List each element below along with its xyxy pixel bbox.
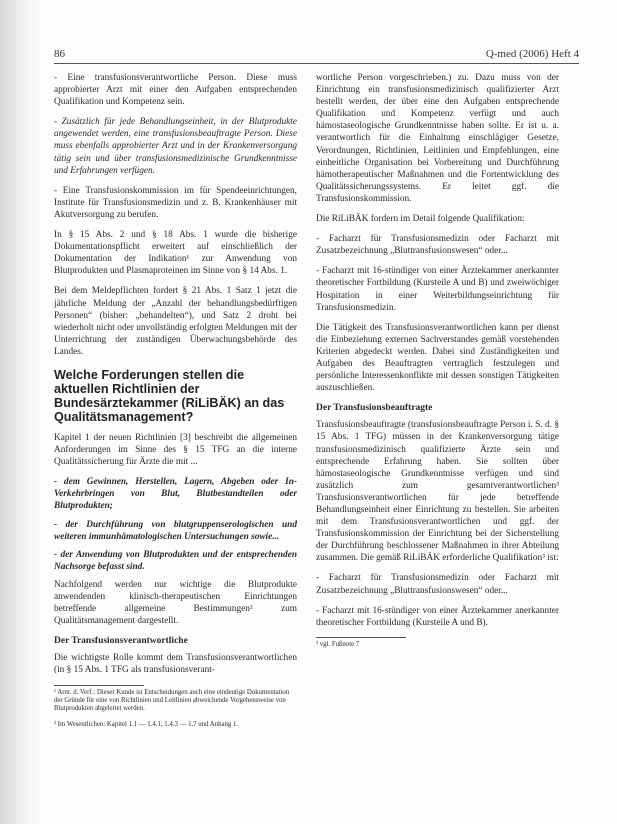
- scan-shadow: [0, 0, 44, 824]
- dash-list: [54, 476, 297, 573]
- right-column: [316, 72, 559, 657]
- paragraph: Die RiLiBÄK fordern im Detail folgende Qualifikation:: [316, 214, 525, 225]
- subheading: Der Transfusionsbeauftragte: [316, 403, 433, 414]
- list-item: - der Durchführung von blutgruppenserologischen und weiteren immunhämatologischen Untersuchungen sowie...: [54, 519, 297, 542]
- journal-header: Q-med (2006) Heft 4: [485, 48, 579, 60]
- paragraph: Transfusionsbeauftragte (transfusionsbeauftragte Person i. S. d. § 15 Abs. 1 TFG) müssen in der Krankenversorgung tätige transfusionsmedizinisch qualifizierte Ärzte sein und entsprechende Erfahrung haben. Sie sollten über hämostaseologische Grundkenntnisse verfügen und sind zusätzlich zum gesamtverantwortlichen³ Transfusionsverantwortlichen für jede betreffende Behandlungseinheit einer Einrichtung zu bestellen. Sie arbeiten mit dem Transfusionsverantwortlichen und ggf. der Transfusionskommission der Einrichtung bei der Sicherstellung der Durchführung beschlossener Maßnahmen in ihrer Abteilung zusammen. Die gemäß RiLiBÄK erforderliche Qualifikation³ ist:: [316, 420, 559, 564]
- paragraph: Nachfolgend werden nur wichtige die Blutprodukte anwendenden klinisch-therapeutischen Einrichtungen betreffende allgemeine Bestimmungen² zum Qualitätsmanagement dargestellt.: [54, 579, 297, 627]
- paragraph: wortliche Person vorgeschrieben.) zu. Dazu muss von der Einrichtung ein transfusionsmedizinisch qualifizierter Arzt bestellt werden, der über eine den Aufgaben entsprechende Qualifikation und Kompetenz verfügt und auch hämostaseologische Grundkenntnisse haben sollte. Er ist u. a. verantwortlich für die Einhaltung einschlägiger Gesetze, Verordnungen, Richtlinien, Leitlinien und Empfehlungen, eine einheitliche Organisation bei Vorbereitung und Durchführung hämotherapeutischer Maßnahmen und die Fortentwicklung des Qualitätssicherungssystems. Er leitet ggf. die Transfusionskommission.: [316, 73, 559, 204]
- list-item: - der Anwendung von Blutprodukten und der entsprechenden Nachsorge befasst sind.: [54, 549, 297, 572]
- paragraph: - Eine Transfusionskommission im für Spendeeinrichtungen, Institute für Transfusionsmedizin und z. B. Krankenhäuser mit Akutversorgung zu berufen.: [54, 185, 297, 220]
- footnote: ¹ Arnt. d. Verf.: Dieser Kunde ist Entscheidungen auch eine eindeutige Dokumentation der Gründe für eine von Richtlinien und Leitlinien abweichende Vorgehensweise von Blutprodukten abgeleitet werden.: [54, 688, 290, 712]
- paragraph: In § 15 Abs. 2 und § 18 Abs. 1 wurde die bisherige Dokumentationspflicht erweitert auf einschließlich der Dokumentation der Indikation¹ zur Anwendung von Blutprodukten und Plasmaproteinen im Sinne von § 14 Abs. 1.: [54, 230, 297, 277]
- footnote-rule: [54, 685, 144, 686]
- paragraph: - Facharzt mit 16-stündiger von einer Ärztekammer anerkannter theoretischer Fortbildung (Kursteile A und B) und zweiwöchiger Hospitation in einer Weiterbildungseinrichtung für Transfusionsmedizin.: [316, 266, 559, 313]
- paragraph: - Facharzt für Transfusionsmedizin oder Facharzt mit Zusatzbezeichnung „Bluttransfusionswesen“ oder...: [316, 234, 559, 257]
- left-column: [54, 72, 297, 737]
- header-rule: [54, 63, 579, 64]
- footnote: ² Im Wesentlichen: Kapitel 1.1 — 1.4.1, 1.4.3 — 1.7 und Anhang 1.: [54, 720, 239, 728]
- paragraph: - Facharzt mit 16-stündiger von einer Ärztekammer anerkannter theoretischer Fortbildung (Kursteile A und B).: [316, 605, 559, 628]
- paragraph: Die Tätigkeit des Transfusionsverantwortlichen kann per dienst die Einbeziehung externen Sachverstandes gemäß vorstehenden Kriterien abgedeckt werden. Dabei sind Zuständigkeiten und Aufgaben des Beauftragten vertraglich festzulegen und persönliche Interessenkonflikte mit dessen sonstigen Tätigkeiten auszuschließen.: [316, 322, 559, 394]
- section-heading: Welche Forderungen stellen die aktuellen Richtlinien der Bundesärztekammer (RiLiBÄK) an das Qualitätsmanagement?: [54, 367, 285, 424]
- paragraph: Bei dem Meldepflichten fordert § 21 Abs. 1 Satz 1 jetzt die jährliche Meldung der „Anzahl der behandlungsbedürftigen Personen“ (bisher: „behandelten“), und Satz 2 droht bei wiederholt nicht oder unvollständig erfolgten Meldungen mit der Unterrichtung der zuständigen Überwachungsbehörde des Landes.: [54, 286, 297, 357]
- paragraph: - Eine transfusionsverantwortliche Person. Diese muss approbierter Arzt mit einer den Aufgaben entsprechenden Qualifikation und Kompetenz sein.: [54, 73, 297, 108]
- paragraph: Kapitel 1 der neuen Richtlinien [3] beschreibt die allgemeinen Anforderungen im Sinne des § 15 TFG an die interne Qualitätssicherung für Ärzte die mit ...: [54, 432, 297, 468]
- subheading: Der Transfusionsverantwortliche: [54, 636, 188, 647]
- paragraph: Die wichtigste Rolle kommt dem Transfusionsverantwortlichen (in § 15 Abs. 1 TFG als transfusionsverant-: [54, 653, 297, 676]
- footnote-rule: [316, 637, 406, 638]
- page-number: 86: [54, 48, 65, 60]
- paragraph: - Facharzt für Transfusionsmedizin oder Facharzt mit Zusatzbezeichnung „Bluttransfusionswesen“ oder...: [316, 573, 559, 596]
- paragraph: - Zusätzlich für jede Behandlungseinheit, in der Blutprodukte angewendet werden, eine transfusionsbeauftragte Person. Diese muss ebenfalls approbierter Arzt und in der Krankenversorgung tätig sein und über transfusionsmedizinische Grundkenntnisse und Erfahrungen verfügen.: [54, 117, 297, 176]
- footnote: ³ vgl. Fußnote 7: [316, 640, 360, 648]
- list-item: - dem Gewinnen, Herstellen, Lagern, Abgeben oder In-Verkehrbringen von Blut, Blutbestandteilen oder Blutprodukten;: [54, 477, 297, 512]
